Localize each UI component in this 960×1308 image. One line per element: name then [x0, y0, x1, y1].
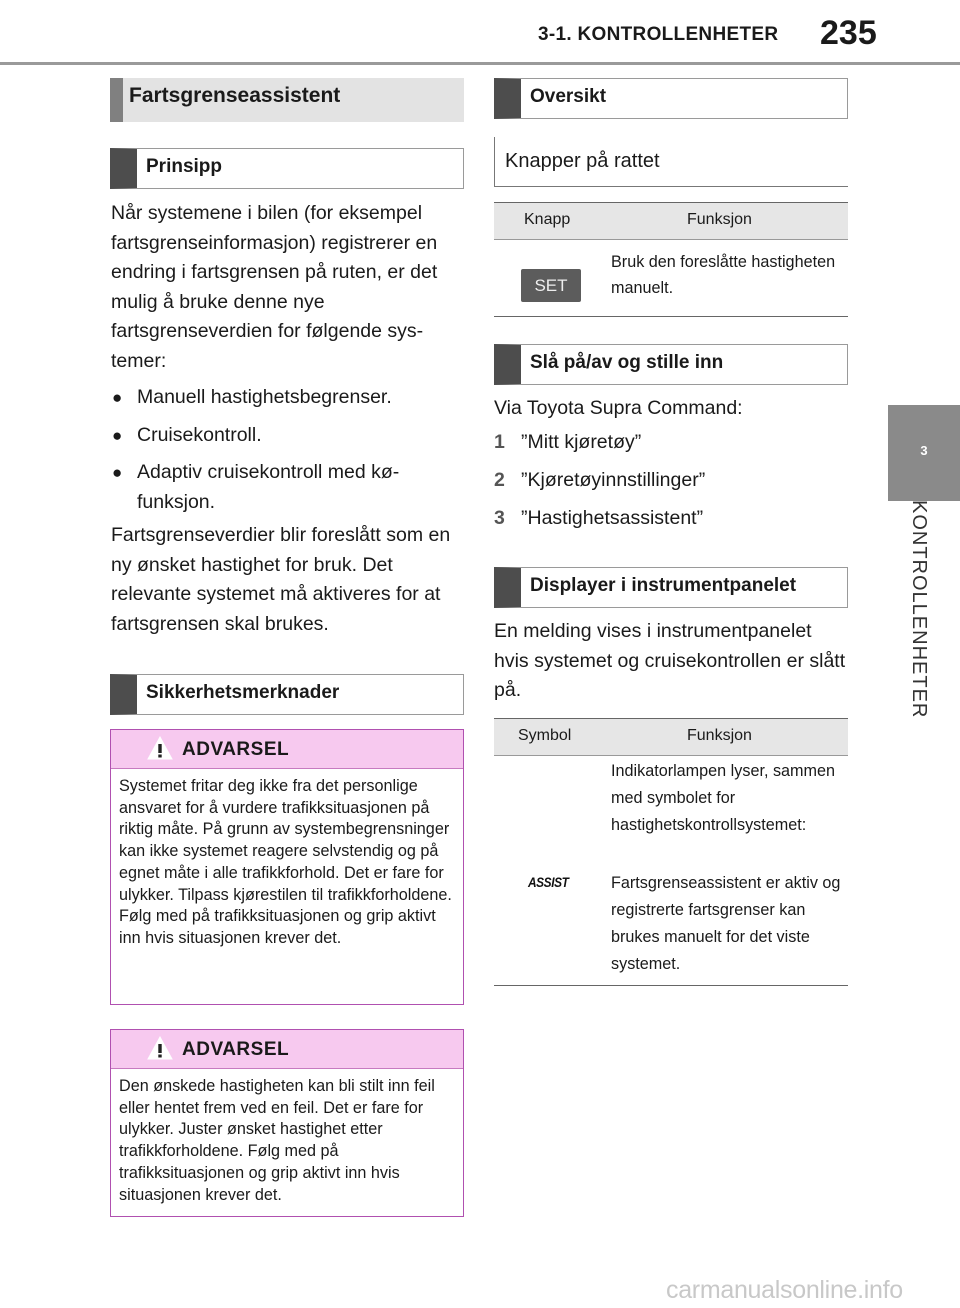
subheading-text: Sikkerhetsmerknader — [146, 682, 340, 703]
subheading-text: Oversikt — [530, 86, 607, 107]
subheading-text: Prinsipp — [146, 156, 223, 177]
subheading-displayer — [494, 567, 848, 608]
table-cell: Indikatorlampen lyser, sammen med symbolet for hastighetskontrollsystemet: — [611, 762, 836, 834]
header-divider — [0, 62, 960, 65]
column-header: Symbol — [518, 727, 572, 744]
warning-triangle-icon — [147, 736, 173, 760]
assist-symbol-icon: ASSIST — [528, 874, 569, 890]
section-title: 3-1. KONTROLLENHETER — [538, 24, 779, 45]
warning-header — [111, 1030, 463, 1069]
watermark: carmanualsonline.info — [666, 1276, 903, 1304]
subheading-sikkerhetsmerknader — [110, 674, 464, 715]
step-list — [494, 423, 848, 537]
subheading-oversikt — [494, 78, 848, 119]
step-text: ”Kjøretøyinnstillinger” — [521, 469, 706, 491]
column-header: Funksjon — [687, 211, 752, 228]
principle-intro: Når systemene i bilen (for eksempel fartsgrenseinformasjon) registrerer en endring i fartsgrensen på ruten, er det mulig å bruke denne nye fartsgrenseverdien for følgende systemer: — [111, 202, 438, 372]
table-row — [494, 240, 848, 316]
chapter-label: KONTROLLENHETER — [908, 500, 930, 719]
warning-header — [111, 730, 463, 769]
overview-subheading-box — [494, 137, 848, 187]
page-number: 235 — [820, 14, 877, 52]
step-text: ”Mitt kjøretøy” — [521, 431, 642, 453]
table-header — [494, 202, 848, 240]
table-rule — [494, 316, 848, 317]
table-header — [494, 718, 848, 756]
step-number: 3 — [494, 507, 505, 529]
subheading-text: Slå på/av og stille inn — [530, 352, 724, 373]
subheading-text: Displayer i instrumentpanelet — [530, 575, 797, 596]
section-heading-text: Fartsgrenseassistent — [129, 84, 341, 107]
warning-triangle-icon — [147, 1036, 173, 1060]
warning-box — [110, 729, 464, 1005]
table-row — [494, 756, 848, 985]
list-item: ● Adaptiv cruisekontroll med køfunksjon. — [111, 458, 461, 517]
step-item — [494, 423, 848, 461]
list-item: ● Manuell hastighetsbegrenser. — [111, 383, 461, 413]
warning-box — [110, 1029, 464, 1217]
step-text: ”Hastighetsassistent” — [521, 507, 704, 529]
chapter-number: 3 — [920, 443, 928, 458]
step-number: 2 — [494, 469, 505, 491]
list-item: ● Cruisekontroll. — [111, 421, 461, 451]
display-text: En melding vises i instrumentpanelet hvis systemet og cruisekontrollen er slått på. — [494, 620, 846, 701]
toggle-intro: Via Toyota Supra Command: — [494, 397, 743, 419]
step-number: 1 — [494, 431, 505, 453]
warning-title: ADVARSEL — [182, 739, 290, 760]
table-rule — [494, 985, 848, 986]
overview-subheading: Knapper på rattet — [505, 150, 660, 172]
step-item — [494, 499, 848, 537]
subheading-sla-pa-av — [494, 344, 848, 385]
warning-text: Systemet fritar deg ikke fra det personlige ansvaret for å vurdere trafikksituasjonen på riktig måte. På grunn av systembegrensninger kan ikke systemet reagere selvstendig og på egnet måte i alle trafikkforhold. Det er fare for ulykker. Tilpass kjørestilen til trafikkforholdene. Følg med på trafikksituasjonen og grip aktivt inn hvis situasjonen krever det. — [119, 777, 452, 947]
principle-paragraph: Fartsgrenseverdier blir foreslått som en ny ønsket hastighet for bruk. Det relevante systemet må aktiveres for at fartsgrensen skal brukes. — [111, 524, 451, 635]
subheading-prinsipp — [110, 148, 464, 189]
section-heading-fartsgrenseassistent — [110, 78, 464, 122]
column-header: Knapp — [524, 211, 571, 228]
table-cell: Fartsgrenseassistent er aktiv og registrerte fartsgrenser kan brukes manuelt for det viste systemet. — [611, 874, 841, 973]
system-list — [111, 383, 461, 525]
step-item — [494, 461, 848, 499]
warning-title: ADVARSEL — [182, 1039, 290, 1060]
warning-text: Den ønskede hastigheten kan bli stilt inn feil eller hentet frem ved en feil. Det er fare for ulykker. Juster ønsket hastighet etter trafikkforholdene. Følg med på trafikksituasjonen og grip aktivt inn hvis situasjonen krever det. — [119, 1077, 435, 1204]
chapter-tab — [888, 405, 960, 501]
column-header: Funksjon — [687, 727, 752, 744]
table-cell: Bruk den foreslåtte hastigheten manuelt. — [611, 253, 836, 297]
set-button-icon: SET — [521, 269, 581, 302]
